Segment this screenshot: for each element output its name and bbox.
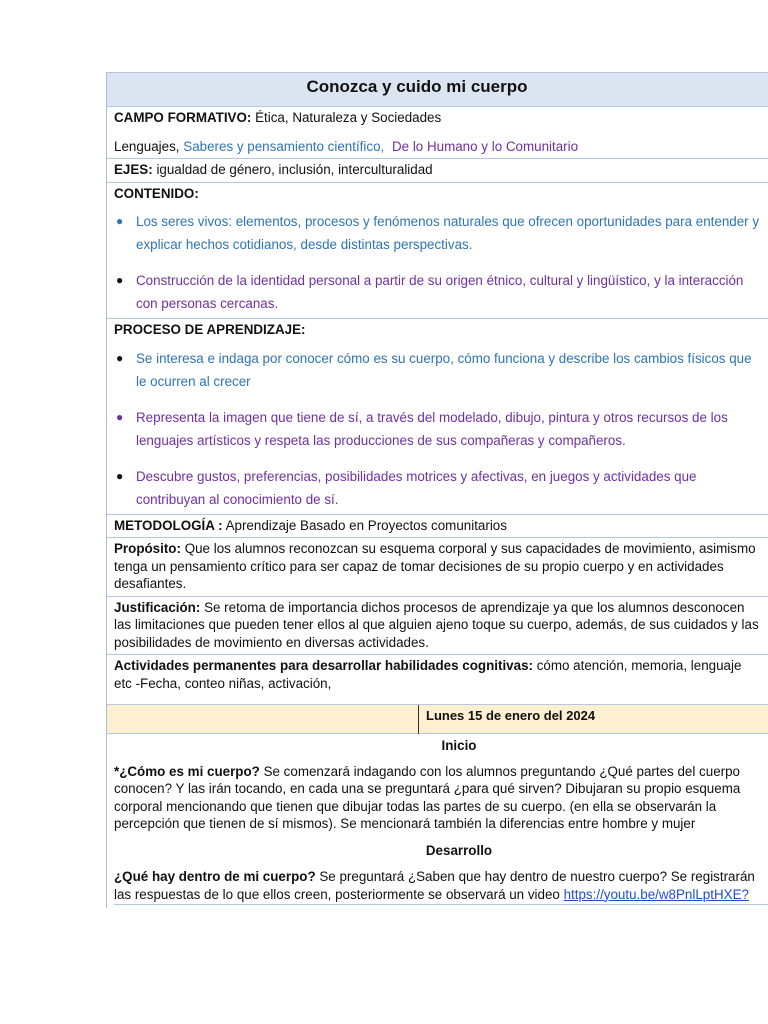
page-title: Conozca y cuido mi cuerpo <box>107 72 768 106</box>
list-item: ● Los seres vivos: elementos, procesos y fenómenos naturales que ofrecen oportunidades para entender y explicar hechos cotidianos, desde distintas perspectivas. <box>114 210 768 256</box>
campo-value: Ética, Naturaleza y Sociedades <box>255 110 442 125</box>
ejes-row <box>107 158 768 182</box>
bullet-icon: ● <box>116 214 124 228</box>
proposito-row: Propósito: Que los alumnos reconozcan su esquema corporal y sus capacidades de movimiento, asimismo tenga un pensamiento crítico para ser capaz de tomar decisiones de su propio cuerpo y en actividades desafiantes. <box>107 537 768 596</box>
campo-formativo-row <box>107 106 768 158</box>
list-item: ● Descubre gustos, preferencias, posibilidades motrices y afectivas, en juegos y actividades que contribuyan al conocimiento de sí. <box>114 465 768 511</box>
proposito-label: Propósito: <box>114 541 181 556</box>
metodologia-label: METODOLOGÍA : <box>114 517 223 533</box>
bullet-icon: ● <box>116 409 124 424</box>
lenguajes-text: Lenguajes, <box>114 138 180 154</box>
metodologia-value: Aprendizaje Basado en Proyectos comunitarios <box>225 517 507 533</box>
inicio-label: *¿Cómo es mi cuerpo? <box>114 763 260 779</box>
inicio-heading: Inicio <box>441 738 477 753</box>
lesson-plan-table <box>106 72 768 908</box>
session-date: Lunes 15 de enero del 2024 <box>426 708 596 723</box>
ejes-label: EJES: <box>114 162 153 177</box>
bullet-icon: ● <box>116 273 124 287</box>
actividades-label: Actividades permanentes para desarrollar habilidades cognitivas: <box>114 658 533 673</box>
inicio-section: Inicio *¿Cómo es mi cuerpo? Se comenzará indagando con los alumnos preguntando ¿Qué partes del cuerpo conocen? Y las irán tocando, en cada una se preguntará ¿para qué sirven? Dibujaran su propio esquema corporal mencionando que tienen que dibujar todas las partes de su cuerpo. (en ella se observarán la percepción que tienen de sí mismos). Se mencionará también la diferencias entre hombre y mujer Desarrollo ¿Qué hay dentro de mi cuerpo? Se preguntará ¿Saben que hay dentro de nuestro cuerpo? Se registrarán las respuestas de lo que ellos creen, posteriormente se observará un video https://youtu.be/w8PnlLptHXE? <box>107 733 768 908</box>
justificacion-row: Justificación: Se retoma de importancia dichos procesos de aprendizaje ya que los alumnos desconocen las limitaciones que pueden tener ellos al que alguien ajeno toque su cuerpo, además, de sus cuidados y las posibilidades de movimiento en diversas actividades. <box>107 596 768 655</box>
list-item: ● Construcción de la identidad personal a partir de su origen étnico, cultural y lingüístico, y la interacción con personas cercanas. <box>114 269 768 315</box>
contenido-row <box>107 182 768 319</box>
date-row <box>107 704 768 733</box>
metodologia-row <box>107 514 768 538</box>
ejes-value: igualdad de género, inclusión, interculturalidad <box>156 162 433 177</box>
desarrollo-heading: Desarrollo <box>425 842 493 858</box>
list-item: ● Representa la imagen que tiene de sí, a través del modelado, dibujo, pintura y otros recursos de los lenguajes artísticos y respeta las producciones de sus compañeras y compañeros. <box>114 406 768 452</box>
saberes-text: Saberes y pensamiento científico, <box>183 138 385 154</box>
actividades-row: Actividades permanentes para desarrollar habilidades cognitivas: cómo atención, memoria, lenguaje etc -Fecha, conteo niñas, activación, <box>107 654 768 704</box>
proceso-label: PROCESO DE APRENDIZAJE: <box>114 322 306 337</box>
campo-label: CAMPO FORMATIVO: <box>114 110 252 125</box>
justificacion-label: Justificación: <box>114 599 201 615</box>
contenido-label: CONTENIDO: <box>114 185 199 201</box>
desarrollo-label: ¿Qué hay dentro de mi cuerpo? <box>114 869 316 884</box>
video-link[interactable]: https://youtu.be/w8PnlLptHXE? <box>563 886 749 902</box>
cell-divider <box>418 705 419 734</box>
humano-text: De lo Humano y lo Comunitario <box>391 138 579 154</box>
bullet-icon: ● <box>116 468 124 483</box>
proceso-row <box>107 318 768 514</box>
bullet-icon: ● <box>116 350 124 365</box>
list-item: ● Se interesa e indaga por conocer cómo es su cuerpo, cómo funciona y describe los cambios físicos que le ocurren al crecer <box>114 347 768 393</box>
